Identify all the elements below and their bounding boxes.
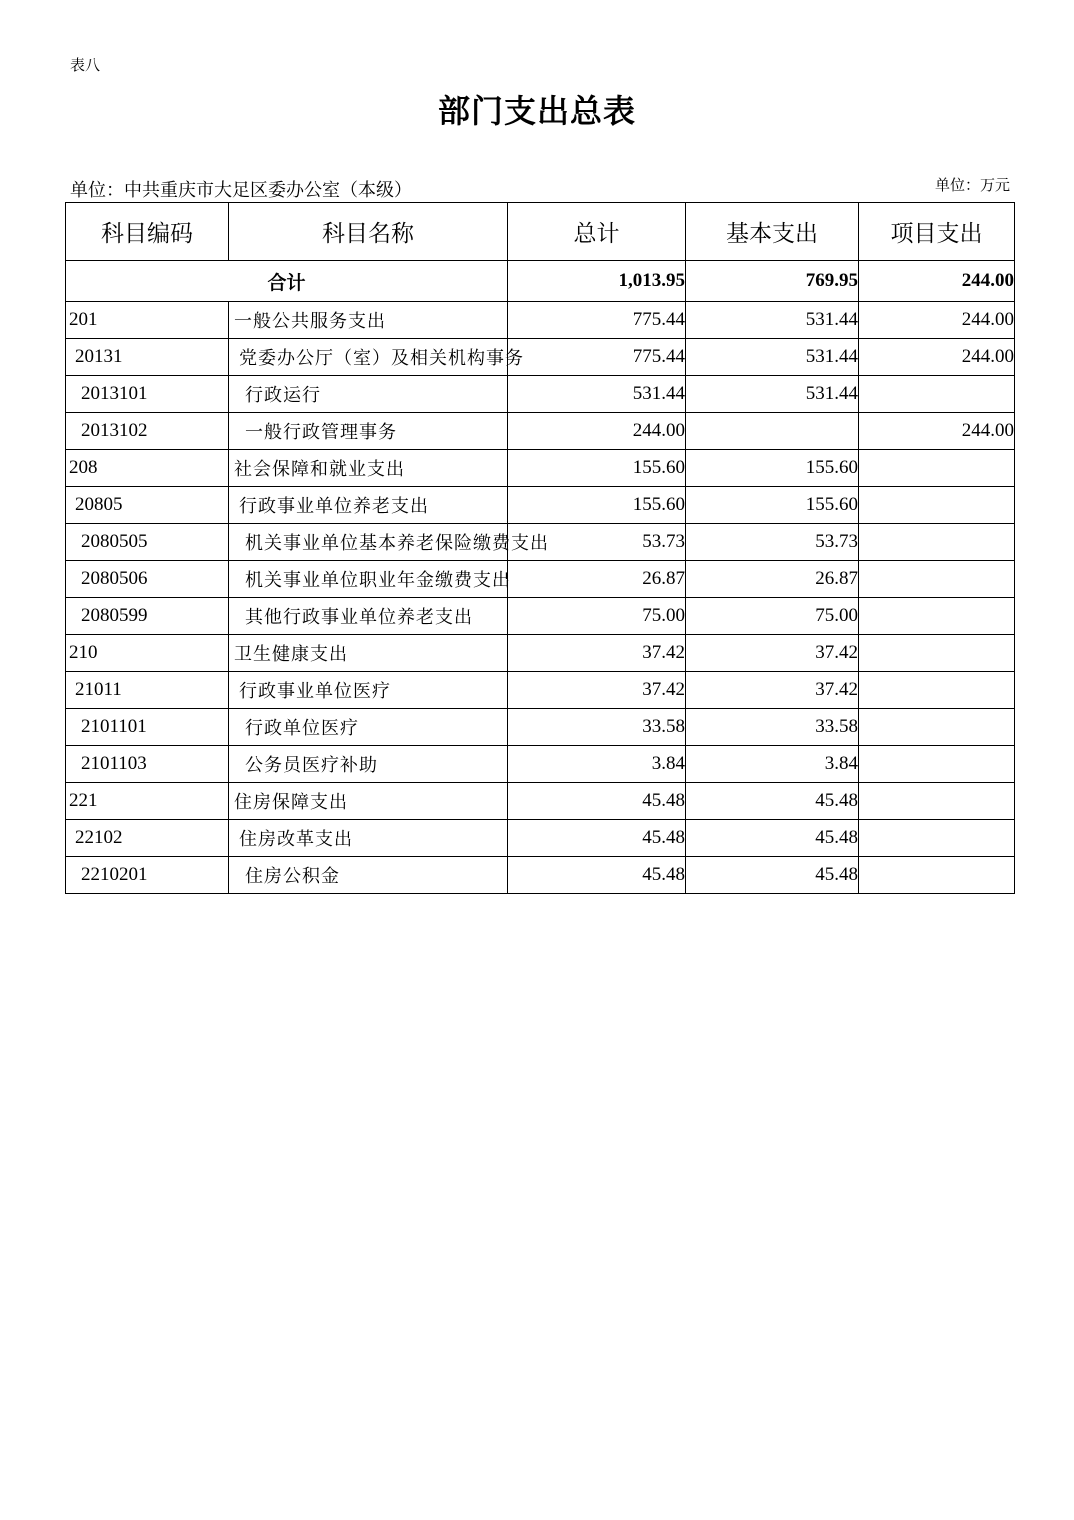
cell-code: 2013102	[66, 413, 229, 450]
cell-name: 其他行政事业单位养老支出	[229, 598, 508, 635]
table-row	[66, 413, 1015, 450]
cell-code: 20805	[66, 487, 229, 524]
table-row	[66, 561, 1015, 598]
total-label: 合计	[66, 261, 508, 302]
cell-name: 行政事业单位养老支出	[229, 487, 508, 524]
column-header-total: 总计	[508, 203, 686, 261]
cell-basic: 3.84	[686, 746, 859, 783]
cell-code: 2210201	[66, 857, 229, 894]
cell-name: 机关事业单位基本养老保险缴费支出	[229, 524, 508, 561]
cell-code: 2013101	[66, 376, 229, 413]
cell-name: 一般行政管理事务	[229, 413, 508, 450]
cell-basic: 45.48	[686, 857, 859, 894]
cell-basic: 37.42	[686, 672, 859, 709]
cell-project	[859, 746, 1015, 783]
table-row	[66, 339, 1015, 376]
cell-name: 卫生健康支出	[229, 635, 508, 672]
cell-total: 155.60	[508, 487, 686, 524]
cell-code: 2080506	[66, 561, 229, 598]
cell-basic: 155.60	[686, 450, 859, 487]
cell-code: 2101101	[66, 709, 229, 746]
cell-basic: 45.48	[686, 820, 859, 857]
cell-code: 21011	[66, 672, 229, 709]
cell-project	[859, 450, 1015, 487]
column-header-code: 科目编码	[66, 203, 229, 261]
table-number-label: 表八	[70, 56, 101, 74]
table-header-row	[66, 203, 1015, 261]
table-row	[66, 598, 1015, 635]
column-header-name: 科目名称	[229, 203, 508, 261]
cell-basic: 33.58	[686, 709, 859, 746]
cell-project	[859, 524, 1015, 561]
department-unit-label: 单位：中共重庆市大足区委办公室（本级）	[70, 180, 412, 201]
cell-total: 155.60	[508, 450, 686, 487]
column-header-project: 项目支出	[859, 203, 1015, 261]
cell-project: 244.00	[859, 302, 1015, 339]
total-basic: 769.95	[686, 261, 859, 302]
table-row	[66, 302, 1015, 339]
cell-code: 20131	[66, 339, 229, 376]
cell-total: 26.87	[508, 561, 686, 598]
cell-total: 37.42	[508, 672, 686, 709]
cell-total: 3.84	[508, 746, 686, 783]
cell-basic: 155.60	[686, 487, 859, 524]
cell-total: 244.00	[508, 413, 686, 450]
cell-basic: 531.44	[686, 376, 859, 413]
expenditure-table	[65, 202, 1015, 894]
total-sum: 1,013.95	[508, 261, 686, 302]
table-row	[66, 635, 1015, 672]
cell-total: 45.48	[508, 820, 686, 857]
cell-code: 2101103	[66, 746, 229, 783]
cell-name: 住房保障支出	[229, 783, 508, 820]
cell-total: 37.42	[508, 635, 686, 672]
cell-basic: 75.00	[686, 598, 859, 635]
cell-name: 行政单位医疗	[229, 709, 508, 746]
table-row	[66, 746, 1015, 783]
cell-project	[859, 820, 1015, 857]
table-row	[66, 672, 1015, 709]
cell-project: 244.00	[859, 339, 1015, 376]
cell-total: 775.44	[508, 339, 686, 376]
cell-total: 531.44	[508, 376, 686, 413]
cell-name: 住房改革支出	[229, 820, 508, 857]
cell-basic: 531.44	[686, 302, 859, 339]
table-row	[66, 376, 1015, 413]
cell-name: 机关事业单位职业年金缴费支出	[229, 561, 508, 598]
cell-basic: 45.48	[686, 783, 859, 820]
cell-basic: 26.87	[686, 561, 859, 598]
cell-code: 201	[66, 302, 229, 339]
cell-name: 住房公积金	[229, 857, 508, 894]
page-title: 部门支出总表	[437, 92, 636, 130]
total-row	[66, 261, 1015, 302]
cell-basic: 53.73	[686, 524, 859, 561]
cell-basic: 531.44	[686, 339, 859, 376]
cell-total: 75.00	[508, 598, 686, 635]
table-row	[66, 709, 1015, 746]
cell-project	[859, 376, 1015, 413]
cell-name: 党委办公厅（室）及相关机构事务	[229, 339, 508, 376]
table-row	[66, 820, 1015, 857]
cell-name: 公务员医疗补助	[229, 746, 508, 783]
cell-code: 2080599	[66, 598, 229, 635]
cell-project	[859, 857, 1015, 894]
cell-total: 45.48	[508, 857, 686, 894]
cell-project	[859, 672, 1015, 709]
table-row	[66, 857, 1015, 894]
cell-total: 53.73	[508, 524, 686, 561]
cell-total: 775.44	[508, 302, 686, 339]
cell-total: 45.48	[508, 783, 686, 820]
table-row	[66, 450, 1015, 487]
cell-name: 社会保障和就业支出	[229, 450, 508, 487]
cell-code: 2080505	[66, 524, 229, 561]
cell-project	[859, 561, 1015, 598]
cell-project: 244.00	[859, 413, 1015, 450]
table-row	[66, 487, 1015, 524]
cell-total: 33.58	[508, 709, 686, 746]
cell-code: 22102	[66, 820, 229, 857]
cell-name: 一般公共服务支出	[229, 302, 508, 339]
cell-project	[859, 598, 1015, 635]
cell-basic	[686, 413, 859, 450]
cell-code: 210	[66, 635, 229, 672]
cell-code: 221	[66, 783, 229, 820]
cell-name: 行政运行	[229, 376, 508, 413]
column-header-basic: 基本支出	[686, 203, 859, 261]
cell-code: 208	[66, 450, 229, 487]
total-project: 244.00	[859, 261, 1015, 302]
currency-unit-label: 单位：万元	[934, 176, 1010, 194]
table-row	[66, 783, 1015, 820]
table-row	[66, 524, 1015, 561]
cell-project	[859, 709, 1015, 746]
cell-project	[859, 635, 1015, 672]
cell-name: 行政事业单位医疗	[229, 672, 508, 709]
cell-basic: 37.42	[686, 635, 859, 672]
cell-project	[859, 487, 1015, 524]
cell-project	[859, 783, 1015, 820]
